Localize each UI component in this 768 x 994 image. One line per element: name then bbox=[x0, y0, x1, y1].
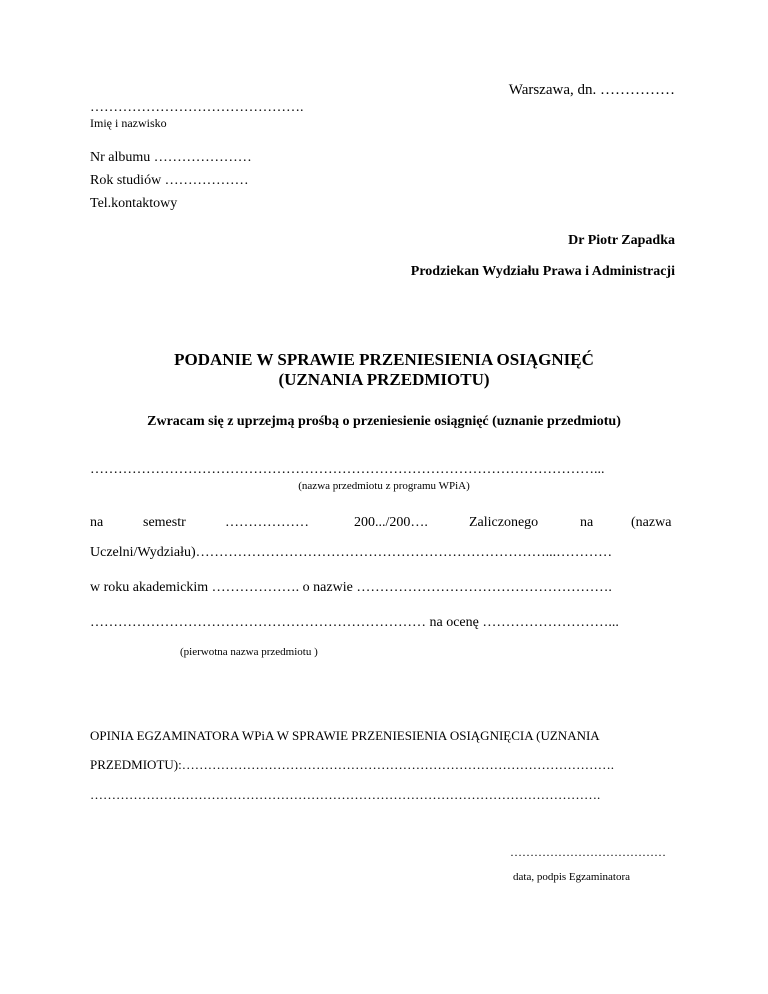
subject-dots: ………………………………………………………………………………………………... bbox=[90, 462, 605, 477]
semester-dots: ……………… bbox=[225, 515, 309, 530]
academic-year-line: w roku akademickim ………………. o nazwie ………………………………………………. bbox=[90, 580, 612, 595]
document-title-line1: PODANIE W SPRAWIE PRZENIESIENIA OSIĄGNIĘĆ bbox=[174, 350, 594, 369]
semester-label: semestr bbox=[143, 515, 186, 530]
request-text: Zwracam się z uprzejmą prośbą o przeniesienie osiągnięć (uznanie przedmiotu) bbox=[147, 414, 621, 429]
signature-dots: ………………………………… bbox=[510, 845, 666, 859]
name-dots: ………………………………………. bbox=[90, 100, 304, 115]
signature-label: data, podpis Egzaminatora bbox=[513, 871, 630, 883]
university-line: Uczelni/Wydziału)…………………………………………………………………...………… bbox=[90, 545, 613, 560]
addressee-position: Prodziekan Wydziału Prawa i Administracji bbox=[410, 264, 675, 279]
opinion-line2: PRZEDMIOTU):………………………………………………………………………………………. bbox=[90, 757, 614, 772]
passed-label: Zaliczonego bbox=[469, 515, 539, 530]
semester-years: 200.../200…. bbox=[354, 515, 428, 530]
album-number: Nr albumu ………………… bbox=[90, 150, 252, 165]
semester-na2: na bbox=[580, 515, 594, 530]
contact-phone: Tel.kontaktowy bbox=[90, 196, 178, 211]
document-title-line2: (UZNANIA PRZEDMIOTU) bbox=[278, 370, 490, 389]
original-name-caption: (pierwotna nazwa przedmiotu ) bbox=[180, 646, 318, 658]
name-label: Imię i nazwisko bbox=[90, 116, 167, 130]
semester-na: na bbox=[90, 515, 104, 530]
opinion-line1: OPINIA EGZAMINATORA WPiA W SPRAWIE PRZENIESIENIA OSIĄGNIĘCIA (UZNANIA bbox=[90, 728, 600, 743]
subject-caption: (nazwa przedmiotu z programu WPiA) bbox=[298, 480, 470, 492]
addressee-name: Dr Piotr Zapadka bbox=[568, 233, 675, 248]
place-date: Warszawa, dn. …………… bbox=[508, 82, 675, 98]
opinion-line3: ………………………………………………………………………………………………………. bbox=[90, 787, 601, 802]
university-name-open: (nazwa bbox=[631, 515, 672, 530]
study-year: Rok studiów ……………… bbox=[90, 173, 249, 188]
grade-line: ……………………………………………………………… na ocenę ………………………... bbox=[90, 615, 619, 630]
